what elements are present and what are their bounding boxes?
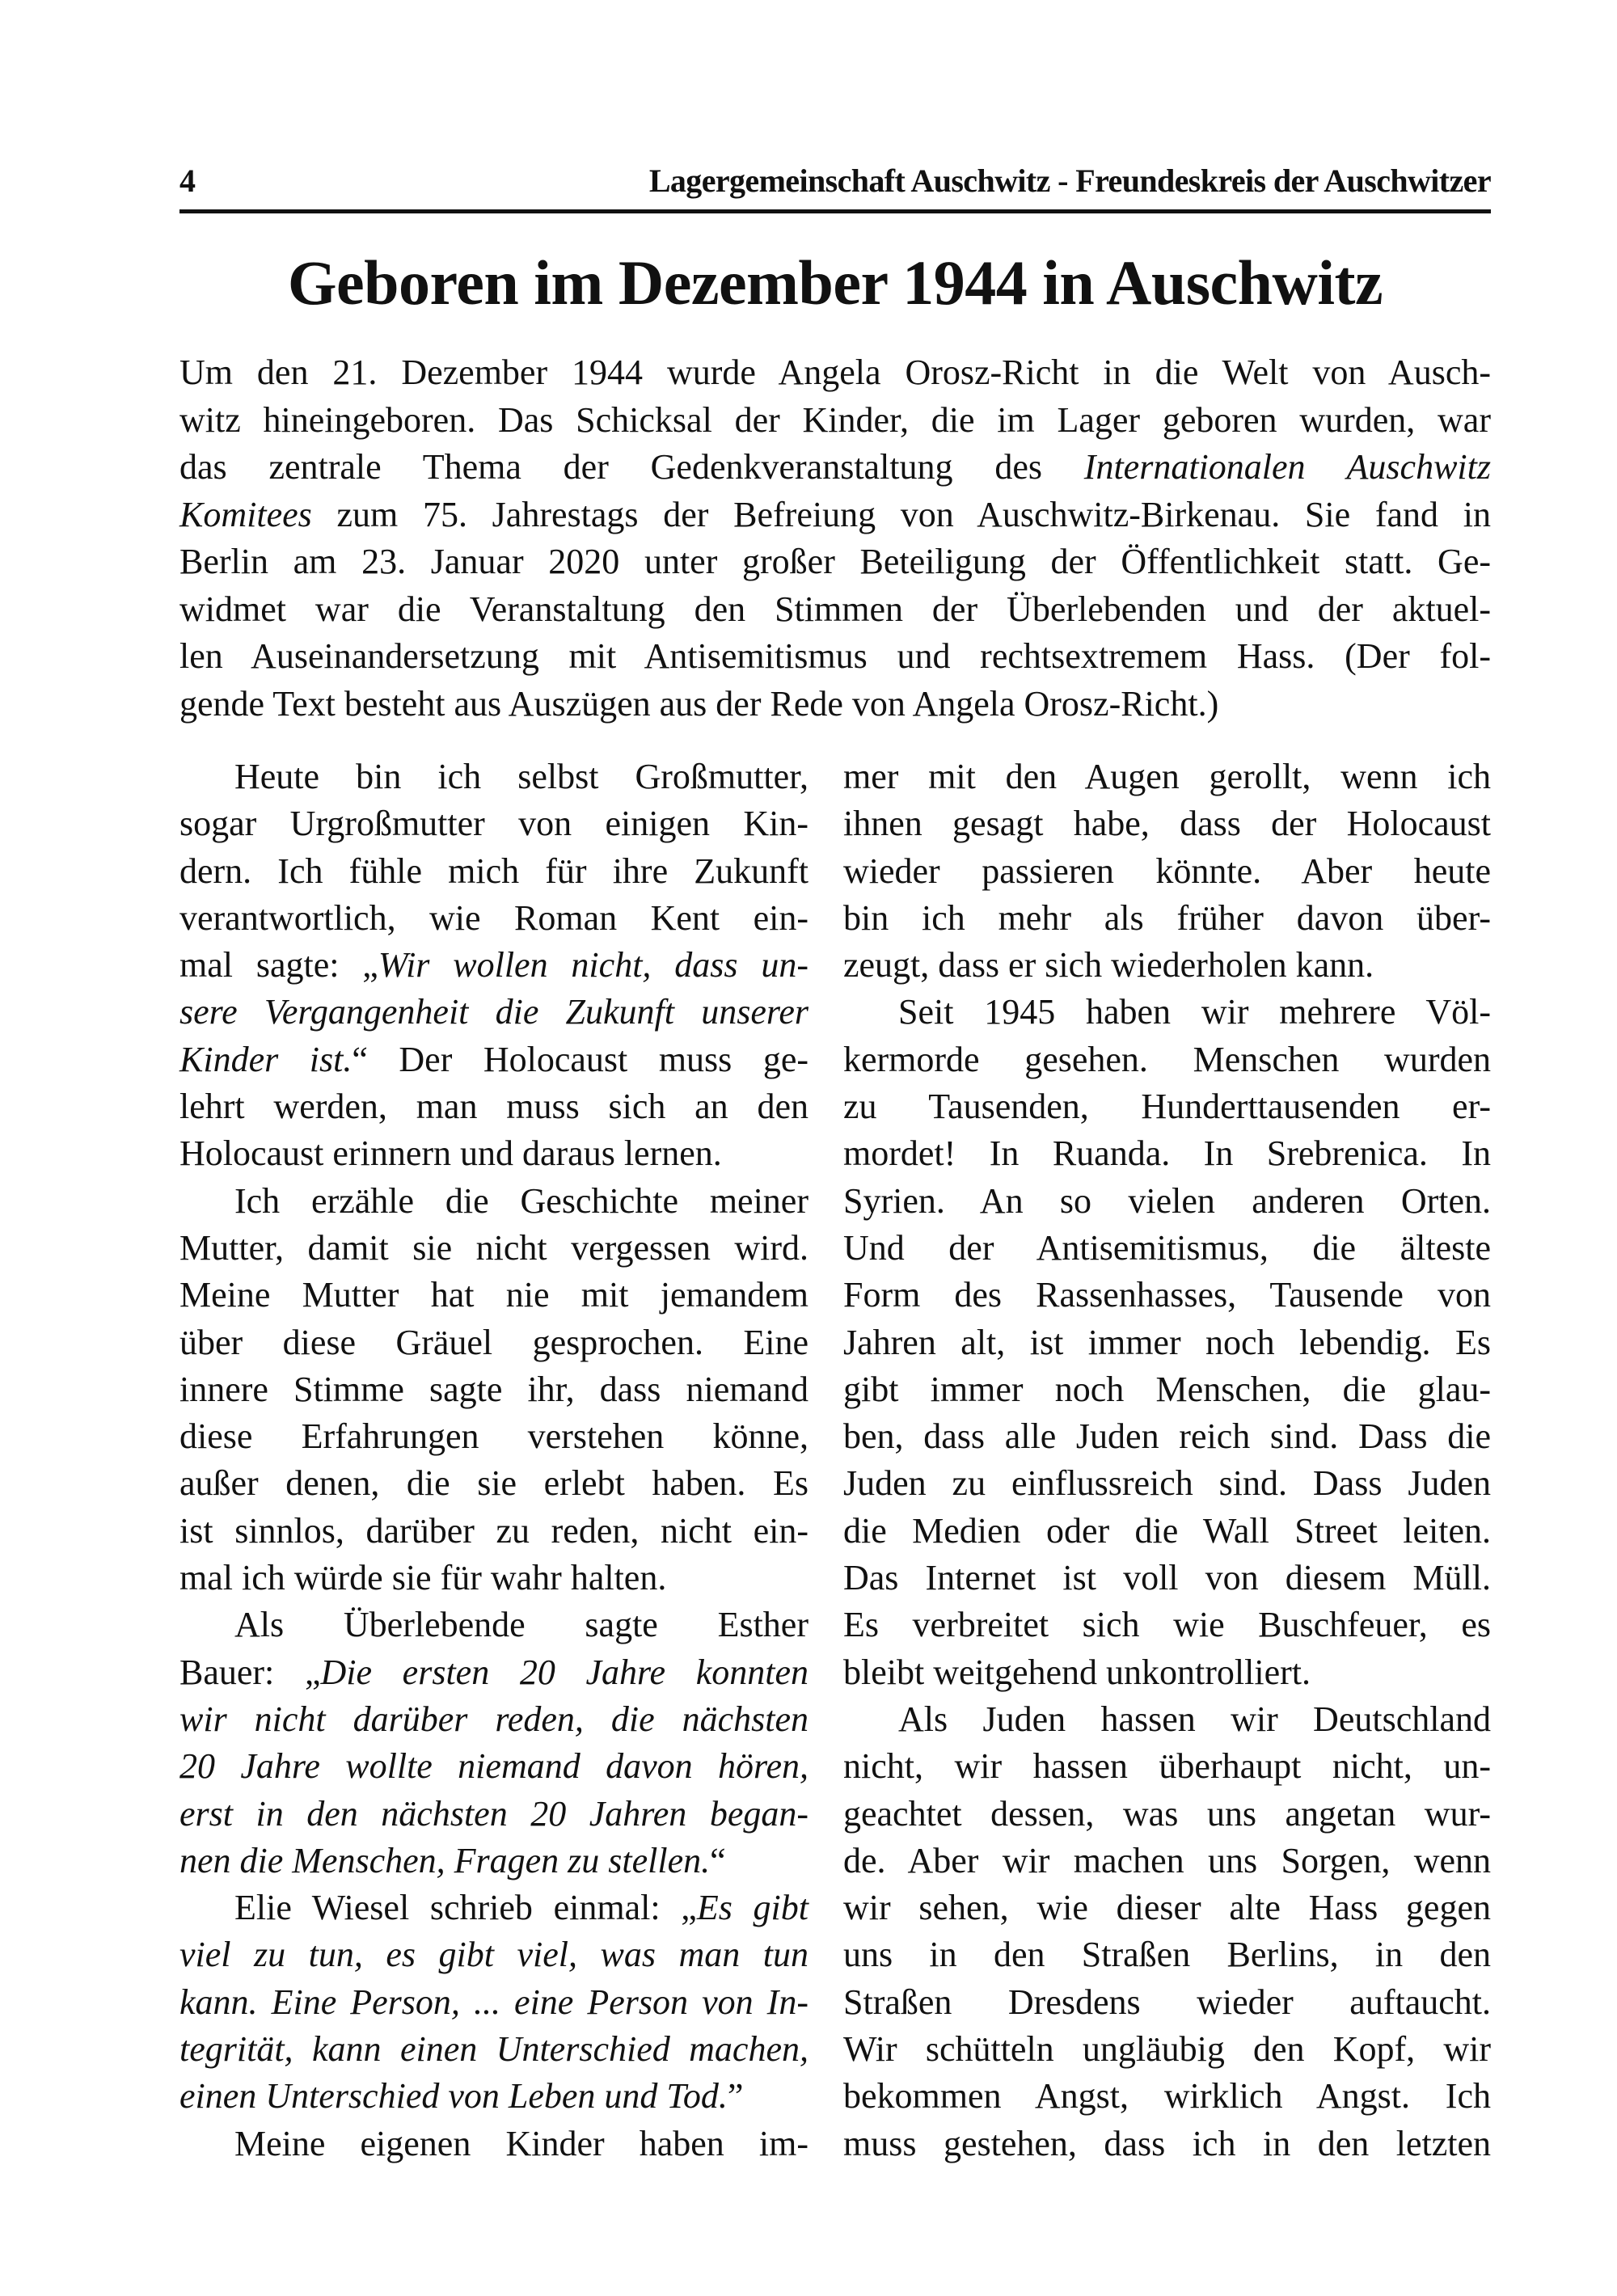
text-line [843,1838,1491,1884]
text-line [179,1083,808,1130]
text-line [179,397,1491,445]
text-line [179,1178,808,1225]
text-segment: bleibt weitgehend unkontrolliert. [843,1652,1311,1692]
text-segment: sogar Urgroßmutter von einigen Kin- [179,804,808,844]
italic-text: Die ersten 20 Jahre konnten [320,1652,809,1692]
text-segment: uns in den Straßen Berlins, in den [843,1935,1491,1975]
text-segment: innere Stimme sagte ihr, dass niemand [179,1369,808,1409]
text-line [843,1791,1491,1838]
italic-text: sere Vergangenheit die Zukunft unserer [179,992,808,1032]
text-segment: geachtet dessen, was uns angetan wur- [843,1793,1491,1834]
text-line [179,1319,808,1366]
text-line [179,492,1491,539]
text-segment: Juden zu einflussreich sind. Dass Juden [843,1463,1491,1504]
text-line [843,1931,1491,1978]
italic-text: wir nicht darüber reden, die nächsten [179,1699,808,1739]
intro-paragraph [179,349,1491,728]
text-line [843,1036,1491,1083]
text-line [179,753,808,800]
text-segment: diese Erfahrungen verstehen könne, [179,1416,808,1457]
text-segment: wieder passieren könnte. Aber heute [843,850,1491,891]
text-segment: Wir schütteln ungläubig den Kopf, wir [843,2029,1491,2070]
text-line [179,1649,808,1696]
italic-text: Internationalen Auschwitz [1083,447,1491,487]
text-line [179,1931,808,1978]
text-segment: Straßen Dresdens wieder auftaucht. [843,1982,1491,2022]
text-segment: Heute bin ich selbst Großmutter, [234,757,808,796]
text-segment: Holocaust erinnern und daraus lernen. [179,1133,722,1174]
italic-text: 20 Jahre wollte niemand davon hören, [179,1746,808,1787]
text-line [843,1884,1491,1931]
text-line [179,1696,808,1743]
page-header [179,160,1491,202]
text-segment: “ Der Holocaust muss ge- [352,1039,808,1079]
text-line [843,1696,1491,1743]
text-segment: Syrien. An so vielen anderen Orten. [843,1180,1491,1221]
text-line [179,1413,808,1460]
text-line [843,1366,1491,1413]
text-segment: lehrt werden, man muss sich an den [179,1087,808,1127]
article-title: Geboren im Dezember 1944 in Auschwitz [287,247,1383,318]
text-line [843,2121,1491,2167]
text-line [843,1225,1491,1272]
text-line [843,1649,1491,1696]
running-head: Lagergemeinschaft Auschwitz - Freundeskreis der Auschwitzer [648,162,1491,199]
left-column [179,753,808,2167]
text-line [179,989,808,1036]
text-line [179,1743,808,1790]
text-line [843,1979,1491,2026]
text-segment: gibt immer noch Menschen, die glau- [843,1369,1491,1409]
text-line [179,848,808,895]
text-segment: dern. Ich fühle mich für ihre Zukunft [179,850,808,891]
text-line [843,848,1491,895]
text-segment: Form des Rassenhasses, Tausende von [843,1275,1491,1315]
text-segment: mal sagte: „ [179,945,378,986]
text-line [843,1413,1491,1460]
text-line [179,2121,808,2167]
text-line [179,2026,808,2073]
text-line [179,349,1491,397]
text-line [843,989,1491,1036]
text-segment: gende Text besteht aus Auszügen aus der Rede von Angela Orosz-Richt.) [179,683,1219,724]
text-segment: das zentrale Thema der Gedenkveranstaltung des [179,447,1084,487]
text-line [843,1460,1491,1507]
text-line [843,1083,1491,1130]
text-line [179,1508,808,1555]
text-segment: mordet! In Ruanda. In Srebrenica. In [843,1133,1491,1174]
text-line [179,1225,808,1272]
text-line [179,444,1491,492]
text-line [843,753,1491,800]
text-segment: Meine eigenen Kinder haben im- [234,2123,808,2163]
text-line [179,633,1491,681]
text-segment: Das Internet ist voll von diesem Müll. [843,1558,1491,1598]
text-line [843,800,1491,847]
text-segment: die Medien oder die Wall Street leiten. [843,1510,1491,1551]
text-line [843,1130,1491,1177]
text-segment: kermorde gesehen. Menschen wurden [843,1039,1491,1079]
italic-text: Kinder ist. [179,1039,353,1079]
italic-text: viel zu tun, es gibt viel, was man tun [179,1935,808,1975]
text-line [843,1508,1491,1555]
text-segment: bekommen Angst, wirklich Angst. Ich [843,2076,1491,2117]
text-line [843,942,1491,989]
text-segment: mer mit den Augen gerollt, wenn ich [843,757,1491,796]
text-segment: Als Überlebende sagte Esther [234,1605,808,1645]
text-segment: wir sehen, wie dieser alte Hass gegen [843,1888,1491,1928]
text-line [179,1555,808,1602]
text-line [179,1979,808,2026]
italic-text: Es gibt [696,1888,808,1928]
italic-text: erst in den nächsten 20 Jahren began- [179,1793,808,1834]
text-segment: ” [727,2076,744,2117]
text-segment: Jahren alt, ist immer noch lebendig. Es [843,1322,1491,1362]
text-segment: ihnen gesagt habe, dass der Holocaust [843,804,1491,844]
text-segment: bin ich mehr als früher davon über- [843,897,1491,938]
text-line [179,1130,808,1177]
text-segment: über diese Gräuel gesprochen. Eine [179,1322,808,1362]
text-segment: Ich erzähle die Geschichte meiner [234,1180,808,1221]
text-segment: zeugt, dass er sich wiederholen kann. [843,945,1374,986]
text-segment: mal ich würde sie für wahr halten. [179,1558,667,1598]
text-segment: Um den 21. Dezember 1944 wurde Angela Orosz-Richt in die Welt von Ausch- [179,352,1491,392]
page-number: 4 [179,162,196,199]
text-segment: zu Tausenden, Hunderttausenden er- [843,1087,1491,1127]
text-segment: de. Aber wir machen uns Sorgen, wenn [843,1840,1491,1880]
text-line [179,2073,808,2120]
text-line [179,1838,808,1884]
text-line [843,1319,1491,1366]
italic-text: Komitees [179,494,312,534]
text-line [179,538,1491,586]
text-line [179,1602,808,1648]
right-column [843,753,1491,2167]
text-segment: len Auseinandersetzung mit Antisemitismus und rechtsextremem Hass. (Der fol- [179,636,1491,676]
text-segment: ist sinnlos, darüber zu reden, nicht ein- [179,1510,808,1551]
text-line [843,2026,1491,2073]
text-line [843,1602,1491,1648]
text-segment: Es verbreitet sich wie Buschfeuer, es [843,1605,1491,1645]
text-line [843,1178,1491,1225]
text-line [179,800,808,847]
text-line [843,1272,1491,1319]
text-line [843,2073,1491,2120]
text-segment: verantwortlich, wie Roman Kent ein- [179,897,808,938]
text-line [179,1272,808,1319]
text-segment: Seit 1945 haben wir mehrere Völ- [898,992,1491,1032]
text-line [843,895,1491,942]
text-segment: zum 75. Jahrestags der Befreiung von Auschwitz-Birkenau. Sie fand in [311,494,1491,534]
text-segment: Bauer: „ [179,1652,321,1692]
text-line [179,586,1491,634]
text-line [179,1366,808,1413]
text-segment: Meine Mutter hat nie mit jemandem [179,1275,808,1315]
text-segment: Als Juden hassen wir Deutschland [898,1699,1491,1739]
text-line [179,1036,808,1083]
text-segment: außer denen, die sie erlebt haben. Es [179,1463,808,1504]
header-rule [179,209,1491,213]
text-segment: Elie Wiesel schrieb einmal: „ [234,1888,697,1928]
text-line [843,1743,1491,1790]
text-segment: witz hineingeboren. Das Schicksal der Kinder, die im Lager geboren wurden, war [179,399,1491,440]
text-line [843,1555,1491,1602]
text-line [179,942,808,989]
text-line [179,681,1491,728]
text-segment: widmet war die Veranstaltung den Stimmen der Überlebenden und der aktuel- [179,589,1491,629]
text-line [179,1884,808,1931]
text-segment: Und der Antisemitismus, die älteste [843,1227,1491,1268]
italic-text: tegrität, kann einen Unterschied machen, [179,2029,808,2070]
text-segment: “ [710,1840,726,1880]
text-line [179,1791,808,1838]
italic-text: kann. Eine Person, ... eine Person von In- [179,1982,808,2022]
text-segment: muss gestehen, dass ich in den letzten [843,2123,1491,2163]
text-segment: ben, dass alle Juden reich sind. Dass die [843,1416,1491,1457]
text-segment: Mutter, damit sie nicht vergessen wird. [179,1227,808,1268]
italic-text: nen die Menschen, Fragen zu stellen. [179,1840,711,1880]
italic-text: einen Unterschied von Leben und Tod. [179,2076,728,2117]
italic-text: Wir wollen nicht, dass un- [378,945,809,986]
text-segment: nicht, wir hassen überhaupt nicht, un- [843,1746,1491,1787]
text-line [179,895,808,942]
text-segment: Berlin am 23. Januar 2020 unter großer Beteiligung der Öffentlichkeit statt. Ge- [179,542,1491,581]
text-line [179,1460,808,1507]
